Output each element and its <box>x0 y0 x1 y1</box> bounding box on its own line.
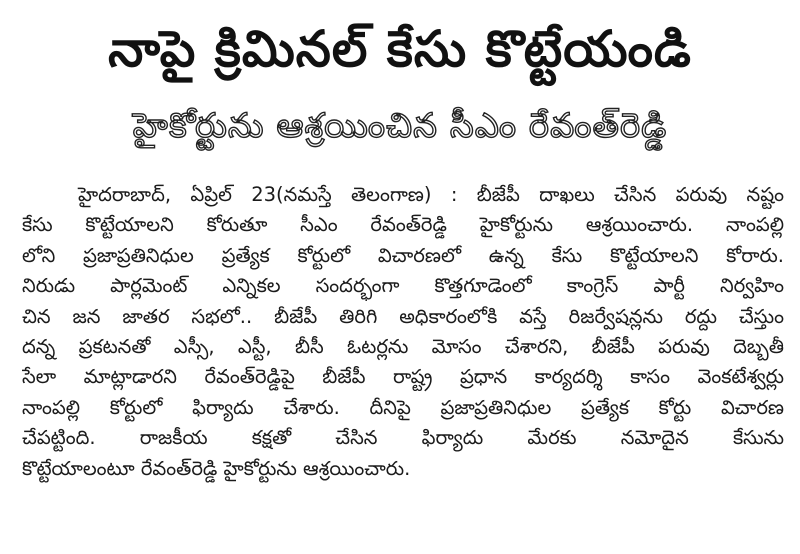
body-line: హైదరాబాద్, ఏప్రిల్ 23(నమస్తే తెలంగాణ) : బీజేపీ దాఖలు చేసిన పరువు నష్టం <box>78 183 784 206</box>
body-line: నిరుడు పార్లమెంట్ ఎన్నికల సందర్భంగా కొత్తగూడెంలో కాంగ్రెస్ పార్టీ నిర్వహిం <box>22 274 784 298</box>
body-line: నాంపల్లి కోర్టులో ఫిర్యాదు చేశారు. దీనిపై ప్రజాప్రతినిధుల ప్రత్యేక కోర్టు విచారణ <box>22 395 784 419</box>
body-line: కేసు కొట్టేయాలని కోరుతూ సీఎం రేవంత్‌రెడ్డి హైకోర్టును ఆశ్రయించారు. నాంపల్లి <box>22 213 784 237</box>
body-line: చేపట్టింది. రాజకీయ కక్షతో చేసిన ఫిర్యాదు మేరకు నమోదైన కేసును <box>22 426 784 450</box>
body-line: లోని ప్రజాప్రతినిధుల ప్రత్యేక కోర్టులో విచారణలో ఉన్న కేసు కొట్టేయాలని కోరారు. <box>22 243 784 267</box>
article-body <box>22 180 784 484</box>
subheadline: హైకోర్టును ఆశ్రయించిన సీఎం రేవంత్‌రెడ్డి <box>132 106 668 146</box>
body-line: చిన జన జాతర సభలో.. బీజేపీ తిరిగి అధికారంలోకి వస్తే రిజర్వేషన్లను రద్దు చేస్తుం <box>22 304 784 328</box>
body-line: సేలా మాట్లాడారని రేవంత్‌రెడ్డిపై బీజేపీ రాష్ట్ర ప్రధాన కార్యదర్శి కాసం వెంకటేశ్వర్లు <box>22 365 784 389</box>
body-line: కొట్టేయాలంటూ రేవంత్‌రెడ్డి హైకోర్టును ఆశ్రయించారు. <box>22 456 411 480</box>
body-line: దన్న ప్రకటనతో ఎస్సీ, ఎస్టీ, బీసీ ఓటర్లను మోసం చేశారని, బీజేపీ పరువు దెబ్బతీ <box>22 335 784 359</box>
headline: నాపై క్రిమినల్ కేసు కొట్టేయండి <box>108 20 692 78</box>
